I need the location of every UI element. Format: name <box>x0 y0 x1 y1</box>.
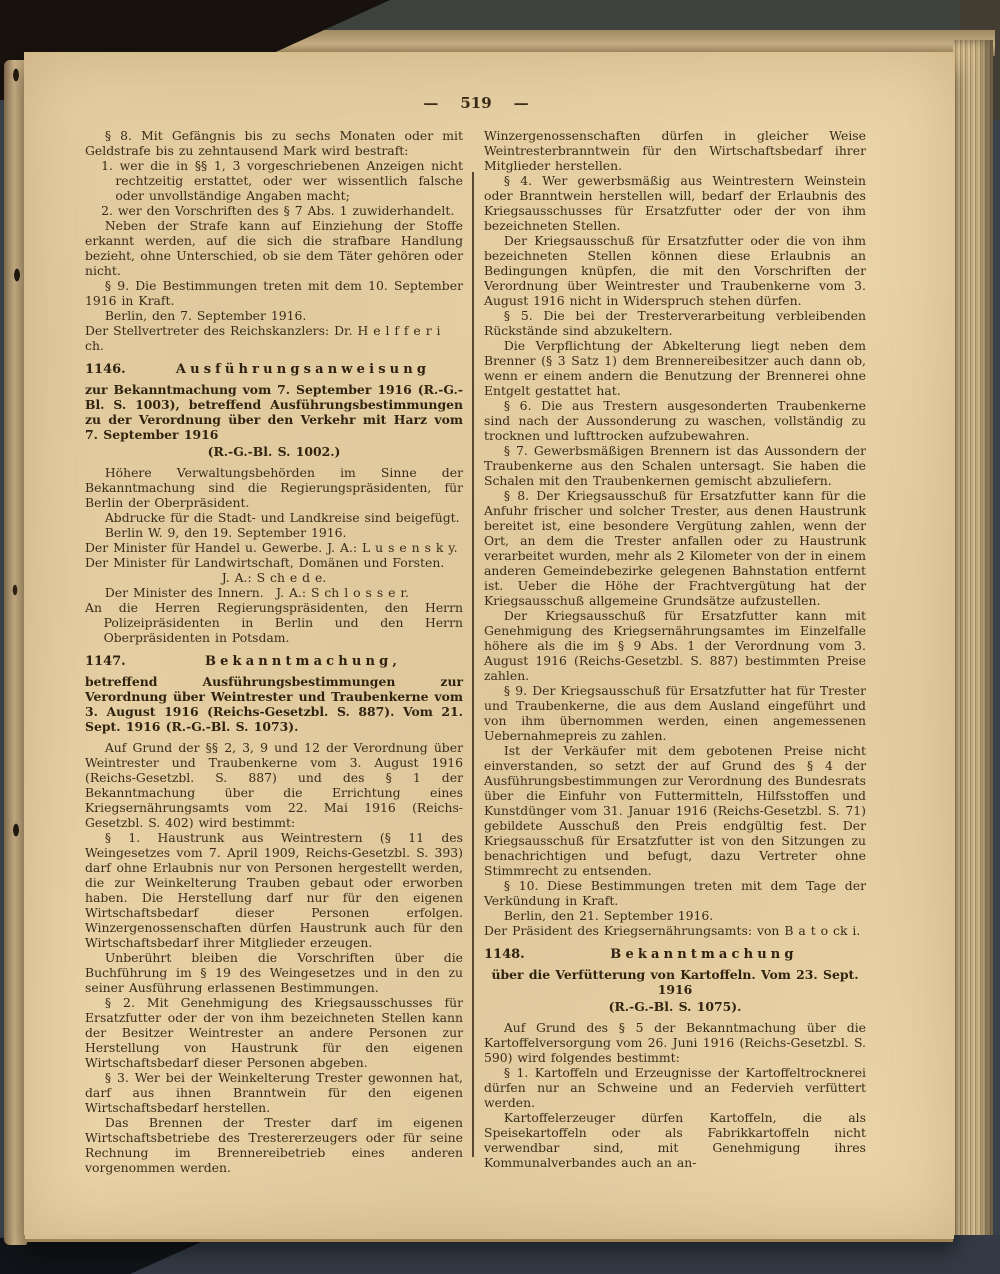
paragraph: § 9. Der Kriegsausschuß für Ersatzfutter hat für Trester und Traubenkerne, die aus dem Ausland eingeführt und von ihm übernommen werden, einen angemessenen Uebernahmepreis zu zahlen. <box>484 683 866 743</box>
paragraph: § 1. Haustrunk aus Weintrestern (§ 11 des Weingesetzes vom 7. April 1909, Reichs-Gesetzbl. S. 393) darf ohne Erlaubnis nur von Personen hergestellt werden, die zur Weinkelterung Trauben gebaut oder erworben haben. Die Herstellung darf nur für den eigenen Wirtschaftsbedarf dieser Personen erfolgen. Winzergenossenschaften dürfen Haustrunk auch für den Wirtschaftsbedarf ihrer Mitglieder erzeugen. <box>85 830 463 950</box>
section-subtitle: betreffend Ausführungsbestimmungen zur Verordnung über Weintrester und Traubenkerne vom 3. August 1916 (Reichs-Gesetzbl. S. 887). Vom 21. Sept. 1916 (R.-G.-Bl. S. 1073). <box>85 674 463 734</box>
paragraph: § 9. Die Bestimmungen treten mit dem 10. September 1916 in Kraft. <box>85 278 463 308</box>
paragraph: § 3. Wer bei der Weinkelterung Trester gewonnen hat, darf aus ihnen Branntwein für den eigenen Wirtschaftsbedarf herstellen. <box>85 1070 463 1115</box>
right-column <box>484 128 866 1175</box>
section-subtitle: zur Bekanntmachung vom 7. September 1916 (R.-G.-Bl. S. 1003), betreffend Ausführungsbestimmungen zu der Verordnung über den Verkehr mit Harz vom 7. September 1916 <box>85 382 463 442</box>
paragraph: § 8. Der Kriegsausschuß für Ersatzfutter kann für die Anfuhr frischer und solcher Trester, aus denen Haustrunk bereitet ist, eine besondere Vergütung zahlen, wenn der Ort, an dem die Trester anfallen oder zu Haustrunk verarbeitet wurden, mehr als 2 Kilometer von der in einem anderen Gemeindebezirke gelegenen Bahnstation entfernt ist. Ueber die Höhe der Frachtvergütung hat der Kriegsausschuß allgemeine Grundsätze aufzustellen. <box>484 488 866 608</box>
header-dash-left: — <box>423 94 439 112</box>
signature-line: Der Minister für Landwirtschaft, Domänen und Forsten. <box>85 555 445 570</box>
header-dash-right: — <box>513 94 529 112</box>
signature-line: J. A.: S ch e d e. <box>221 570 327 585</box>
section-number: 1146. <box>85 362 126 377</box>
section-number: 1147. <box>85 654 126 669</box>
list-item: 1. wer die in §§ 1, 3 vorgeschriebenen Anzeigen nicht rechtzeitig erstattet, oder wer wissentlich falsche oder unvollständige Angaben macht; <box>101 158 463 203</box>
address-line: An die Herren Regierungspräsidenten, den Herrn Polizeipräsidenten in Berlin und den Herrn Oberpräsidenten in Potsdam. <box>85 600 463 645</box>
paragraph: Der Kriegsausschuß für Ersatzfutter kann mit Genehmigung des Kriegsernährungsamtes im Einzelfalle höhere als die im § 9 Abs. 1 der Verordnung vom 3. August 1916 (Reichs-Gesetzbl. S. 887) bestimmten Preise zahlen. <box>484 608 866 683</box>
section-heading <box>85 654 463 669</box>
paragraph: § 6. Die aus Trestern ausgesonderten Traubenkerne sind nach der Aussonderung zu waschen, vollständig zu trocknen und lufttrocken aufzubewahren. <box>484 398 866 443</box>
left-column <box>85 128 463 1175</box>
paragraph: Neben der Strafe kann auf Einziehung der Stoffe erkannt werden, auf die sich die strafbare Handlung bezieht, ohne Unterschied, ob sie dem Täter gehören oder nicht. <box>85 218 463 278</box>
paragraph: Abdrucke für die Stadt- und Landkreise sind beigefügt. <box>104 510 460 525</box>
section-title: Bekanntmachung <box>610 947 798 962</box>
paragraph: Das Brennen der Trester darf im eigenen Wirtschaftsbetriebe des Trestererzeugers oder für seine Rechnung im Brennereibetrieb eines anderen vorgenommen werden. <box>85 1115 463 1175</box>
scanned-page <box>24 52 955 1235</box>
page-stack-right-edge <box>953 40 993 1245</box>
paragraph: § 7. Gewerbsmäßigen Brennern ist das Aussondern der Traubenkerne aus den Schalen untersagt. Sie haben die Schalen mit den Traubenkernen gemischt abzuliefern. <box>484 443 866 488</box>
paragraph: Die Verpflichtung der Abkelterung liegt neben dem Brenner (§ 3 Satz 1) dem Brennereibesitzer auch dann ob, wenn er einem andern die Benutzung der Brennerei ohne Entgelt gestattet hat. <box>484 338 866 398</box>
section-heading <box>85 362 463 377</box>
dateline: Berlin W. 9, den 19. September 1916. <box>104 525 347 540</box>
paragraph: Winzergenossenschaften dürfen in gleicher Weise Weintresterbranntwein für den Wirtschaftsbedarf ihrer Mitglieder herstellen. <box>484 128 866 173</box>
paragraph: § 10. Diese Bestimmungen treten mit dem Tage der Verkündung in Kraft. <box>484 878 866 908</box>
page-number: 519 <box>460 94 492 112</box>
paragraph: § 8. Mit Gefängnis bis zu sechs Monaten oder mit Geldstrafe bis zu zehntausend Mark wird bestraft: <box>85 128 463 158</box>
section-number: 1148. <box>484 947 525 962</box>
paragraph: § 1. Kartoffeln und Erzeugnisse der Kartoffeltrocknerei dürfen nur an Schweine und an Federvieh verfüttert werden. <box>484 1065 866 1110</box>
paragraph: Unberührt bleiben die Vorschriften über die Buchführung im § 19 des Weingesetzes und in den zu seiner Ausführung erlassenen Bestimmungen. <box>85 950 463 995</box>
column-divider-rule <box>472 172 474 1157</box>
section-title: Ausführungsanweisung <box>175 362 431 377</box>
list-item: 2. wer den Vorschriften des § 7 Abs. 1 zuwiderhandelt. <box>101 203 455 218</box>
dateline: Berlin, den 21. September 1916. <box>503 908 714 923</box>
signature-line: Der Minister für Handel u. Gewerbe. J. A.: L u s e n s k y. <box>85 540 458 555</box>
section-heading <box>484 947 866 962</box>
paragraph: § 4. Wer gewerbsmäßig aus Weintrestern Weinstein oder Branntwein herstellen will, bedarf der Erlaubnis des Kriegsausschusses für Ersatzfutter oder der von ihm bezeichneten Stellen. <box>484 173 866 233</box>
paragraph: Auf Grund des § 5 der Bekanntmachung über die Kartoffelversorgung vom 26. Juni 1916 (Reichs-Gesetzbl. S. 590) wird folgendes bestimmt: <box>484 1020 866 1065</box>
paragraph: Höhere Verwaltungsbehörden im Sinne der Bekanntmachung sind die Regierungspräsidenten, für Berlin der Oberpräsident. <box>85 465 463 510</box>
signature-line: Der Minister des Innern. J. A.: S ch l o s s e r. <box>104 585 409 600</box>
paragraph: Kartoffelerzeuger dürfen Kartoffeln, die als Speisekartoffeln oder als Fabrikkartoffeln nicht verwendbar sind, mit Genehmigung ihres Kommunalverbandes auch an an- <box>484 1110 866 1170</box>
signature-line: Der Präsident des Kriegsernährungsamts: von B a t o ck i. <box>484 923 861 938</box>
paragraph: Der Kriegsausschuß für Ersatzfutter oder die von ihm bezeichneten Stellen können diese Erlaubnis an Bedingungen knüpfen, die mit den Vorschriften der Verordnung über Weintrester und Traubenkerne vom 3. August 1916 nicht in Widerspruch stehen dürfen. <box>484 233 866 308</box>
section-reference: (R.-G.-Bl. S. 1075). <box>608 999 742 1014</box>
dateline: Berlin, den 7. September 1916. <box>104 308 307 323</box>
signature-line: Der Stellvertreter des Reichskanzlers: Dr. H e l f f e r i ch. <box>85 323 441 353</box>
section-title: Bekanntmachung, <box>204 654 402 669</box>
paragraph: § 2. Mit Genehmigung des Kriegsausschusses für Ersatzfutter oder der von ihm bezeichneten Stellen kann der Besitzer Weintrester an andere Personen zur Herstellung von Haustrunk für den eigenen Wirtschaftsbedarf dieser Personen abgeben. <box>85 995 463 1070</box>
page-content <box>85 94 867 1175</box>
page-header <box>85 94 867 112</box>
paragraph: § 5. Die bei der Tresterverarbeitung verbleibenden Rückstände sind abzukeltern. <box>484 308 866 338</box>
section-subtitle: über die Verfütterung von Kartoffeln. Vom 23. Sept. 1916 <box>491 967 859 997</box>
paragraph: Auf Grund der §§ 2, 3, 9 und 12 der Verordnung über Weintrester und Traubenkerne vom 3. August 1916 (Reichs-Gesetzbl. S. 887) und des § 1 der Bekanntmachung über die Errichtung eines Kriegsernährungsamts vom 22. Mai 1916 (Reichs-Gesetzbl. S. 402) wird bestimmt: <box>85 740 463 830</box>
section-reference: (R.-G.-Bl. S. 1002.) <box>207 444 341 459</box>
paragraph: Ist der Verkäufer mit dem gebotenen Preise nicht einverstanden, so setzt der auf Grund des § 4 der Ausführungsbestimmungen zur Verordnung des Bundesrats über die Einfuhr von Futtermitteln, Hilfsstoffen und Kunstdünger vom 31. Januar 1916 (Reichs-Gesetzbl. S. 71) gebildete Ausschuß den Preis endgültig fest. Der Kriegsausschuß für Ersatzfutter ist von den Sitzungen zu benachrichtigen und befugt, dazu Vertreter ohne Stimmrecht zu entsenden. <box>484 743 866 878</box>
two-column-layout <box>85 128 867 1175</box>
